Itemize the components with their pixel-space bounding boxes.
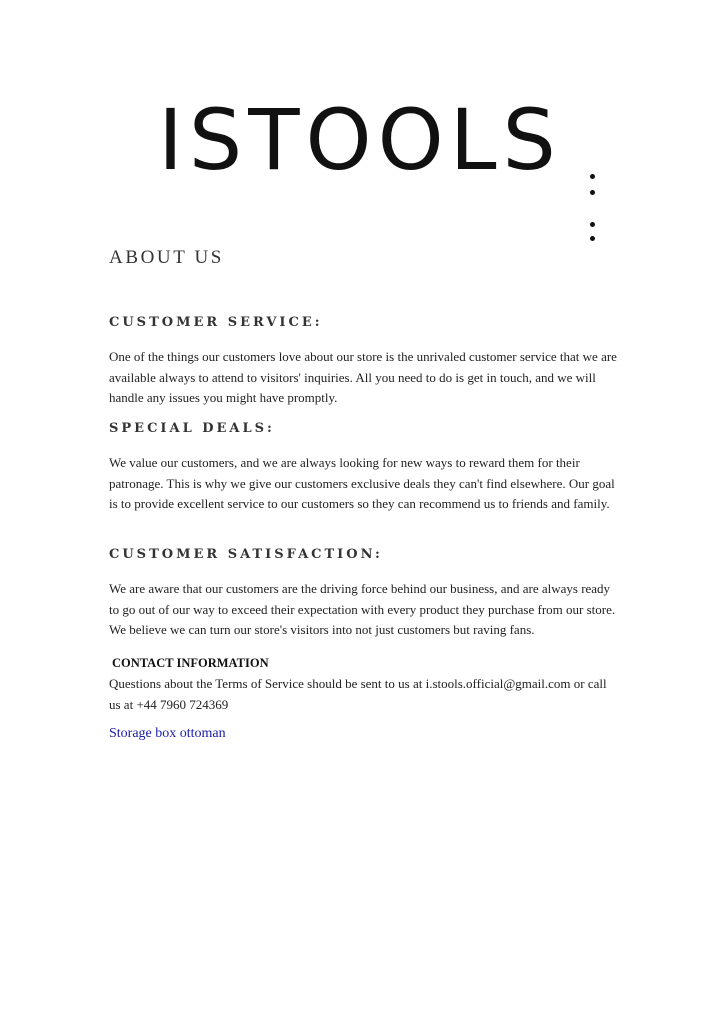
special-deals-heading: SPECIAL DEALS: [109,421,275,436]
dot-mark [590,222,595,227]
dot-mark [590,236,595,241]
special-deals-text: We value our customers, and we are always looking for new ways to reward them for their patronage. This is why we give our customers exclusive deals they can't find elsewhere. Our goal is to provide excellent service to our customers so they can recommend us to friends and family. [109,455,615,511]
page-title: ABOUT US [109,247,224,268]
dot-mark [590,190,595,195]
storage-box-ottoman-link[interactable]: Storage box ottoman [109,726,226,741]
customer-service-text: One of the things our customers love about our store is the unrivaled customer service that we are available always to attend to visitors' inquiries. All you need to do is get in touch, and we will handle any issues you might have promptly. [109,349,617,405]
contact-information-heading: CONTACT INFORMATION [112,656,269,670]
istools-logo: ISTOOLS [158,91,562,189]
dots-decoration [590,174,598,246]
customer-satisfaction-text: We are aware that our customers are the driving force behind our business, and are always ready to go out of our way to exceed their expectation with every product they purchase from our store. We believe we can turn our store's visitors into not just customers but raving fans. [109,581,616,637]
contact-information-text: Questions about the Terms of Service should be sent to us at i.stools.official@gmail.com or call us at +44 7960 724369 [109,676,607,712]
dot-mark [590,174,595,179]
customer-service-heading: CUSTOMER SERVICE: [109,315,323,330]
customer-satisfaction-heading: CUSTOMER SATISFACTION: [109,547,383,562]
